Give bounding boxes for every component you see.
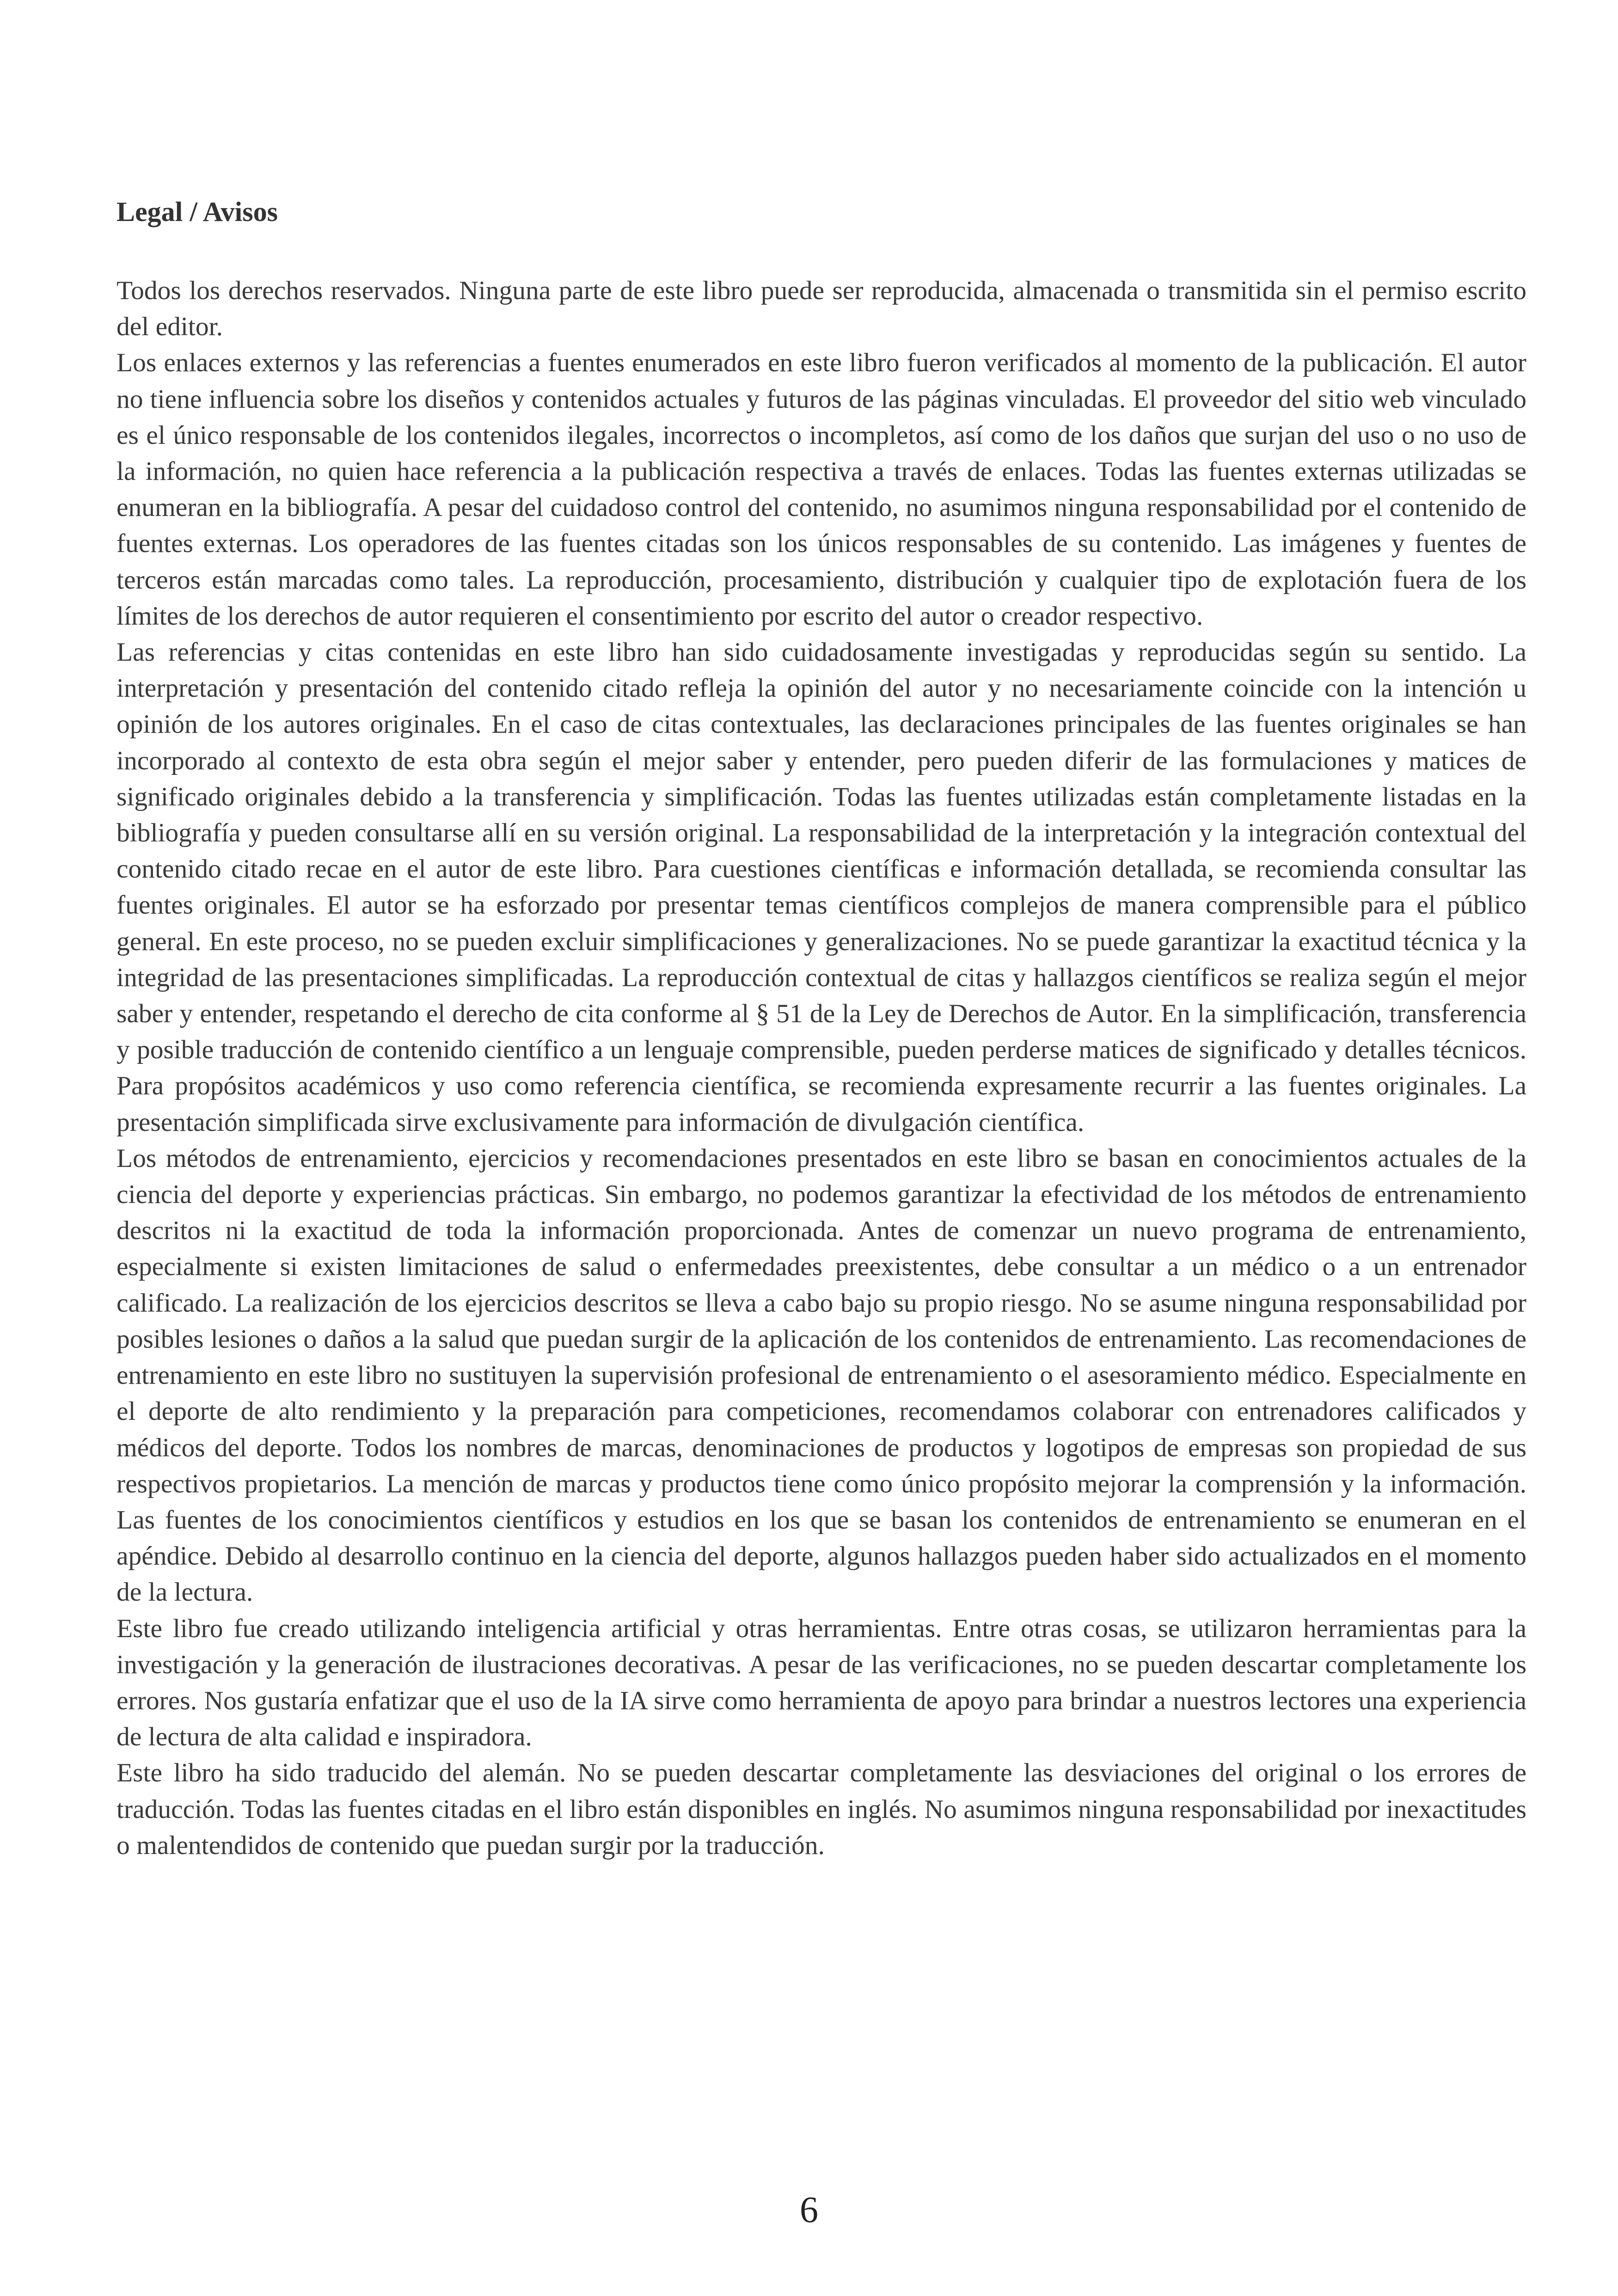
paragraph-external-links: Los enlaces externos y las referencias a fuentes enumerados en este libro fueron verificados al momento de la publicación. El autor no tiene influencia sobre los diseños y contenidos actuales y futuros de las páginas vinculadas. El proveedor del sitio web vinculado es el único responsable de los contenidos ilegales, incorrectos o incompletos, así como de los daños que surjan del uso o no uso de la información, no quien hace referencia a la publicación respectiva a través de enlaces. Todas las fuentes externas utilizadas se enumeran en la bibliografía. A pesar del cuidadoso control del contenido, no asumimos ninguna responsabilidad por el contenido de fuentes externas. Los operadores de las fuentes citadas son los únicos responsables de su contenido. Las imágenes y fuentes de terceros están marcadas como tales. La reproducción, procesamiento, distribución y cualquier tipo de explotación fuera de los límites de los derechos de autor requieren el consentimiento por escrito del autor o creador respectivo.: [116, 348, 1526, 631]
page-heading: Legal / Avisos: [116, 196, 278, 227]
paragraph-training-disclaimer: Los métodos de entrenamiento, ejercicios y recomendaciones presentados en este libro se basan en conocimientos actuales de la ciencia del deporte y experiencias prácticas. Sin embargo, no podemos garantizar la efectividad de los métodos de entrenamiento descritos ni la exactitud de toda la información proporcionada. Antes de comenzar un nuevo programa de entrenamiento, especialmente si existen limitaciones de salud o enfermedades preexistentes, debe consultar a un médico o a un entrenador calificado. La realización de los ejercicios descritos se lleva a cabo bajo su propio riesgo. No se asume ninguna responsabilidad por posibles lesiones o daños a la salud que puedan surgir de la aplicación de los contenidos de entrenamiento. Las recomendaciones de entrenamiento en este libro no sustituyen la supervisión profesional de entrenamiento o el asesoramiento médico. Especialmente en el deporte de alto rendimiento y la preparación para competiciones, recomendamos colaborar con entrenadores calificados y médicos del deporte. Todos los nombres de marcas, denominaciones de productos y logotipos de empresas son propiedad de sus respectivos propietarios. La mención de marcas y productos tiene como único propósito mejorar la comprensión y la información. Las fuentes de los conocimientos científicos y estudios en los que se basan los contenidos de entrenamiento se enumeran en el apéndice. Debido al desarrollo continuo en la ciencia del deporte, algunos hallazgos pueden haber sido actualizados en el momento de la lectura.: [116, 1143, 1526, 1607]
paragraph-citations: Las referencias y citas contenidas en este libro han sido cuidadosamente investigadas y reproducidas según su sentido. La interpretación y presentación del contenido citado refleja la opinión del autor y no necesariamente coincide con la intención u opinión de los autores originales. En el caso de citas contextuales, las declaraciones principales de las fuentes originales se han incorporado al contexto de esta obra según el mejor saber y entender, pero pueden diferir de las formulaciones y matices de significado originales debido a la transferencia y simplificación. Todas las fuentes utilizadas están completamente listadas en la bibliografía y pueden consultarse allí en su versión original. La responsabilidad de la interpretación y la integración contextual del contenido citado recae en el autor de este libro. Para cuestiones científicas e información detallada, se recomienda consultar las fuentes originales. El autor se ha esforzado por presentar temas científicos complejos de manera comprensible para el público general. En este proceso, no se pueden excluir simplificaciones y generalizaciones. No se puede garantizar la exactitud técnica y la integridad de las presentaciones simplificadas. La reproducción contextual de citas y hallazgos científicos se realiza según el mejor saber y entender, respetando el derecho de cita conforme al § 51 de la Ley de Derechos de Autor. En la simplificación, transferencia y posible traducción de contenido científico a un lenguaje comprensible, pueden perderse matices de significado y detalles técnicos. Para propósitos académicos y uso como referencia científica, se recomienda expresamente recurrir a las fuentes originales. La presentación simplificada sirve exclusivamente para información de divulgación científica.: [116, 638, 1526, 1137]
paragraph-copyright: Todos los derechos reservados. Ninguna parte de este libro puede ser reproducida, almacenada o transmitida sin el permiso escrito del editor.: [116, 276, 1526, 342]
paragraph-ai-usage: Este libro fue creado utilizando inteligencia artificial y otras herramientas. Entre otras cosas, se utilizaron herramientas para la investigación y la generación de ilustraciones decorativas. A pesar de las verificaciones, no se pueden descartar completamente los errores. Nos gustaría enfatizar que el uso de la IA sirve como herramienta de apoyo para brindar a nuestros lectores una experiencia de lectura de alta calidad e inspiradora.: [116, 1614, 1526, 1752]
paragraph-translation: Este libro ha sido traducido del alemán. No se pueden descartar completamente las desviaciones del original o los errores de traducción. Todas las fuentes citadas en el libro están disponibles en inglés. No asumimos ninguna responsabilidad por inexactitudes o malentendidos de contenido que puedan surgir por la traducción.: [116, 1758, 1526, 1860]
page-number: 6: [800, 2190, 818, 2230]
legal-notice-body: [116, 273, 1526, 1864]
